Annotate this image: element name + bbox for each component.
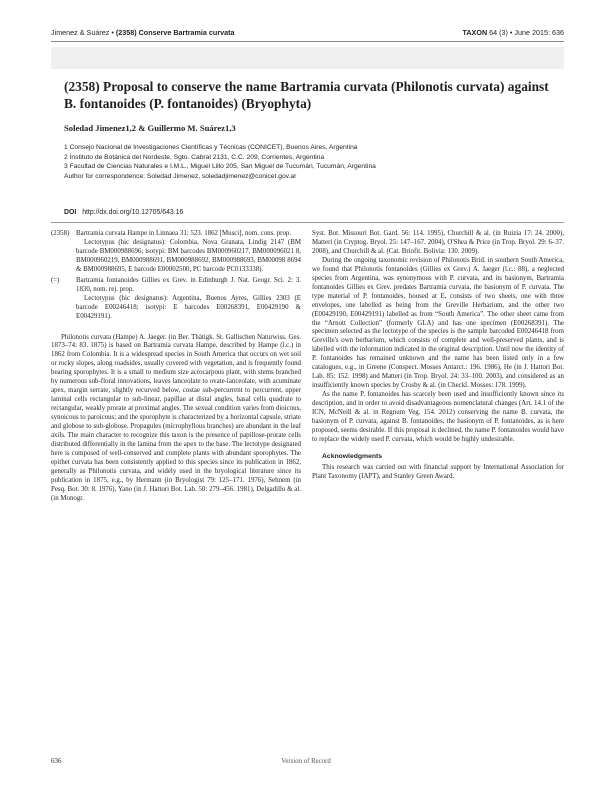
- proposal-lectotype: Lectotypus (hic designatus): Colombia, Nova Granata, Lindig 2147 (BM barcode BM000988696; isotypi: BM barcodes BM000960217, BM000096021 8, BM000960219, BM000988691, BM000988692, BM000988693, BM00098 8694 & BM000988695, E barcode E00002500, PC barcode PC0133338).: [76, 238, 301, 273]
- correspondence: Author for correspondence: Soledad Jimenez, soledadjimenez@conicet.gov.ar: [64, 172, 297, 180]
- affiliation-3: 3 Facultad de Ciencias Naturales e I.M.L., Miguel Lillo 205, San Miguel de Tucumán, Tucumán, Argentina: [64, 163, 376, 171]
- header-band: [51, 47, 564, 69]
- body-paragraph: Syst. Bot. Missouri Bot. Gard. 56: 114. 1995), Churchill & al. (in Ruizia 17: 24. 2000), Matteri (in Cryptog. Bryol. 25: 147–167. 2004), O'Shea & Price (in Trop. Bryol. 29: 6–37. 2008), and Churchill & al. (Cat. Briofit. Bolivia: 130. 2009).: [312, 230, 564, 255]
- proposal-name: Bartramia curvata Hampe in Linnaea 31: 523. 1862 [Musci], nom. cons. prop.: [76, 230, 292, 237]
- author-line: Soledad Jimenez1,2 & Guillermo M. Suárez1,3: [64, 123, 236, 133]
- affiliation-1: 1 Consejo Nacional de Investigaciones Científicas y Técnicas (CONICET), Buenos Aires, Argentina: [64, 144, 358, 151]
- right-column: [312, 230, 564, 482]
- header-rule: [51, 41, 564, 42]
- affiliations: [64, 143, 376, 181]
- rejected-entry: [51, 277, 301, 322]
- affiliation-2: 2 Instituto de Botánica del Nordeste, Sgto. Cabral 2131, C.C. 209, Corrientes, Argentina: [64, 153, 325, 161]
- rejected-marker: (=): [51, 276, 60, 284]
- proposal-entry: [51, 230, 301, 275]
- journal-name: TAXON: [462, 28, 488, 37]
- acknowledgments-text: This research was carried out with financial support by International Association for Plant Taxonomy (IAPT), and Stanley Green Award.: [312, 463, 564, 480]
- body-paragraph: As the name P. fontanoides has scarcely been used and insufficiently known since its description, and in order to avoid disadvantageous nomenclatural changes (Art. 14.1 of the ICN, McNeill & al. in Regnum Veg. 154. 2012) conserving the name B. curvata, the basionym of P. curvata, against B. fontanoides, the basionym of P. fontanoides, as is here proposed, seems desirable. If this proposal is declined, the name P. fontanoides would have to replace the widely used P. curvata, which would be highly undesirable.: [312, 391, 564, 443]
- journal-issue: 64 (3) • June 2015: 636: [489, 28, 564, 37]
- left-column: [51, 230, 301, 504]
- section-divider: [51, 222, 564, 223]
- running-header-title: (2358) Conserve Bartramia curvata: [115, 28, 235, 37]
- doi-label: DOI: [64, 209, 77, 216]
- running-header-right: [463, 28, 564, 37]
- article-title: (2358) Proposal to conserve the name Bartramia curvata (Philonotis curvata) against B. fontanoides (P. fontanoides) (Bryophyta): [64, 79, 549, 111]
- running-header-left: Jimenez & Suárez • (2358) Conserve Bartramia curvata: [51, 28, 235, 37]
- page-number: 636: [51, 757, 62, 765]
- version-of-record: Version of Record: [281, 758, 331, 765]
- body-paragraph: Philonotis curvata (Hampe) A. Jaeger. (in Ber. Thätigk. St. Gallischen Naturwiss. Ges. 1873–74: 83. 1875) is based on Bartramia curvata Hampe, described by Hampe (l.c.) in 1862 from Colombia. It is a widespread species in South America that occurs on wet soil or rocky slopes, along roadsides, usually covered with vegetation, and is frequently found bearing sporophytes. It is a small to medium size acrocarpous plant, with stems branched by numerous sub-floral innovations, leaves lanceolate to ovate-lanceolate, with acuminate apex, margin serrate, slightly recurved below, costae sub-percurrent to percurrent, upper laminal cells rectangular to sub-linear, papillae at distal angles, basal cells quadrate to rectangular, weakly prorate at proximal angles. The sexual condition varies from dioicous, synoicous to paroicous; and the sporophyte is characterized by a horizontal capsule, striate and globose to sub-globose. Propagules (microphyllous branches) are abundant in the leaf axils. The main character to recognize this taxon is the presence of papillose-prorate cells distributed differentially in the lamina from the apex to the base. The lectotype designated here is composed of well-conserved and complete plants with abundant sporophytes. The epithet curvata has been consistently applied to this species since its publication in 1862, generally as Philonotis curvata, and widely used in the bryological literature since its publication in 1875, e.g., by Hermann (in Bryologist 79: 125–171. 1976), Sehnem (in Pesq. Bot. 30: 8. 1976), Yano (in J. Hattori Bot. Lab. 50: 279–456. 1981), Delgadillo & al. (in Monogr.: [51, 333, 301, 502]
- doi-line: [64, 209, 183, 216]
- acknowledgments-heading: Acknowledgments: [322, 452, 383, 460]
- body-paragraph: During the ongoing taxonomic revision of Philonotis Brid. in southern South America, we found that Philonotis fontanoides (Gillies ex Grev.) A. Jaeger (l.c.: 88), a neglected species from Argentina, was synonymous with P. curvata, and its basionym, Bartramia fontanoides Gillies ex Grev. predates Bartramia curvata, the basionym of P. curvata. The type material of P. fontanoides, housed at E, consists of two sheets, one with three envelopes, one labelled as being from the Greville Herbarium, and the other two (E00429190, E00429191) labelled as from “South America”. The other sheet came from the “Arnott Collection” (formerly GLA) and has one specimen (E00268391). The specimen selected as the lectotype of the species is the sample barcoded E00246418 from Greville's own herbarium, which consists of complete and well-preserved plants, and is labelled with the information indicated in the original description. Until now the identity of P. fontanoides has remained unknown and the name has been listed only in a few catalogues, e.g., in Greene (Conspect. Mosses Antarct.: 196. 1986), He (in J. Hattori Bot. Lab. 85: 152. 1998) and Matteri (in Trop. Bryol. 24: 33–100. 2003), and considered as an insufficiently known species by Crosby & al. (in Checkl. Mosses: 178. 1999).: [312, 256, 564, 390]
- proposal-number: (2358): [51, 230, 70, 237]
- doi-link[interactable]: http://dx.doi.org/10.12705/643.16: [82, 209, 184, 216]
- rejected-name: Bartramia fontanoides Gillies ex Grev. in Edinburgh J. Nat. Geogr. Sci. 2: 3. 1830, nom. rej. prop.: [76, 276, 301, 293]
- rejected-lectotype: Lectotypus (hic designatus): Argentina, Buenos Ayres, Gillies 2303 (E barcode E00246418; isotypi: E barcodes E00268391, E00429190 & E00429191).: [76, 294, 301, 320]
